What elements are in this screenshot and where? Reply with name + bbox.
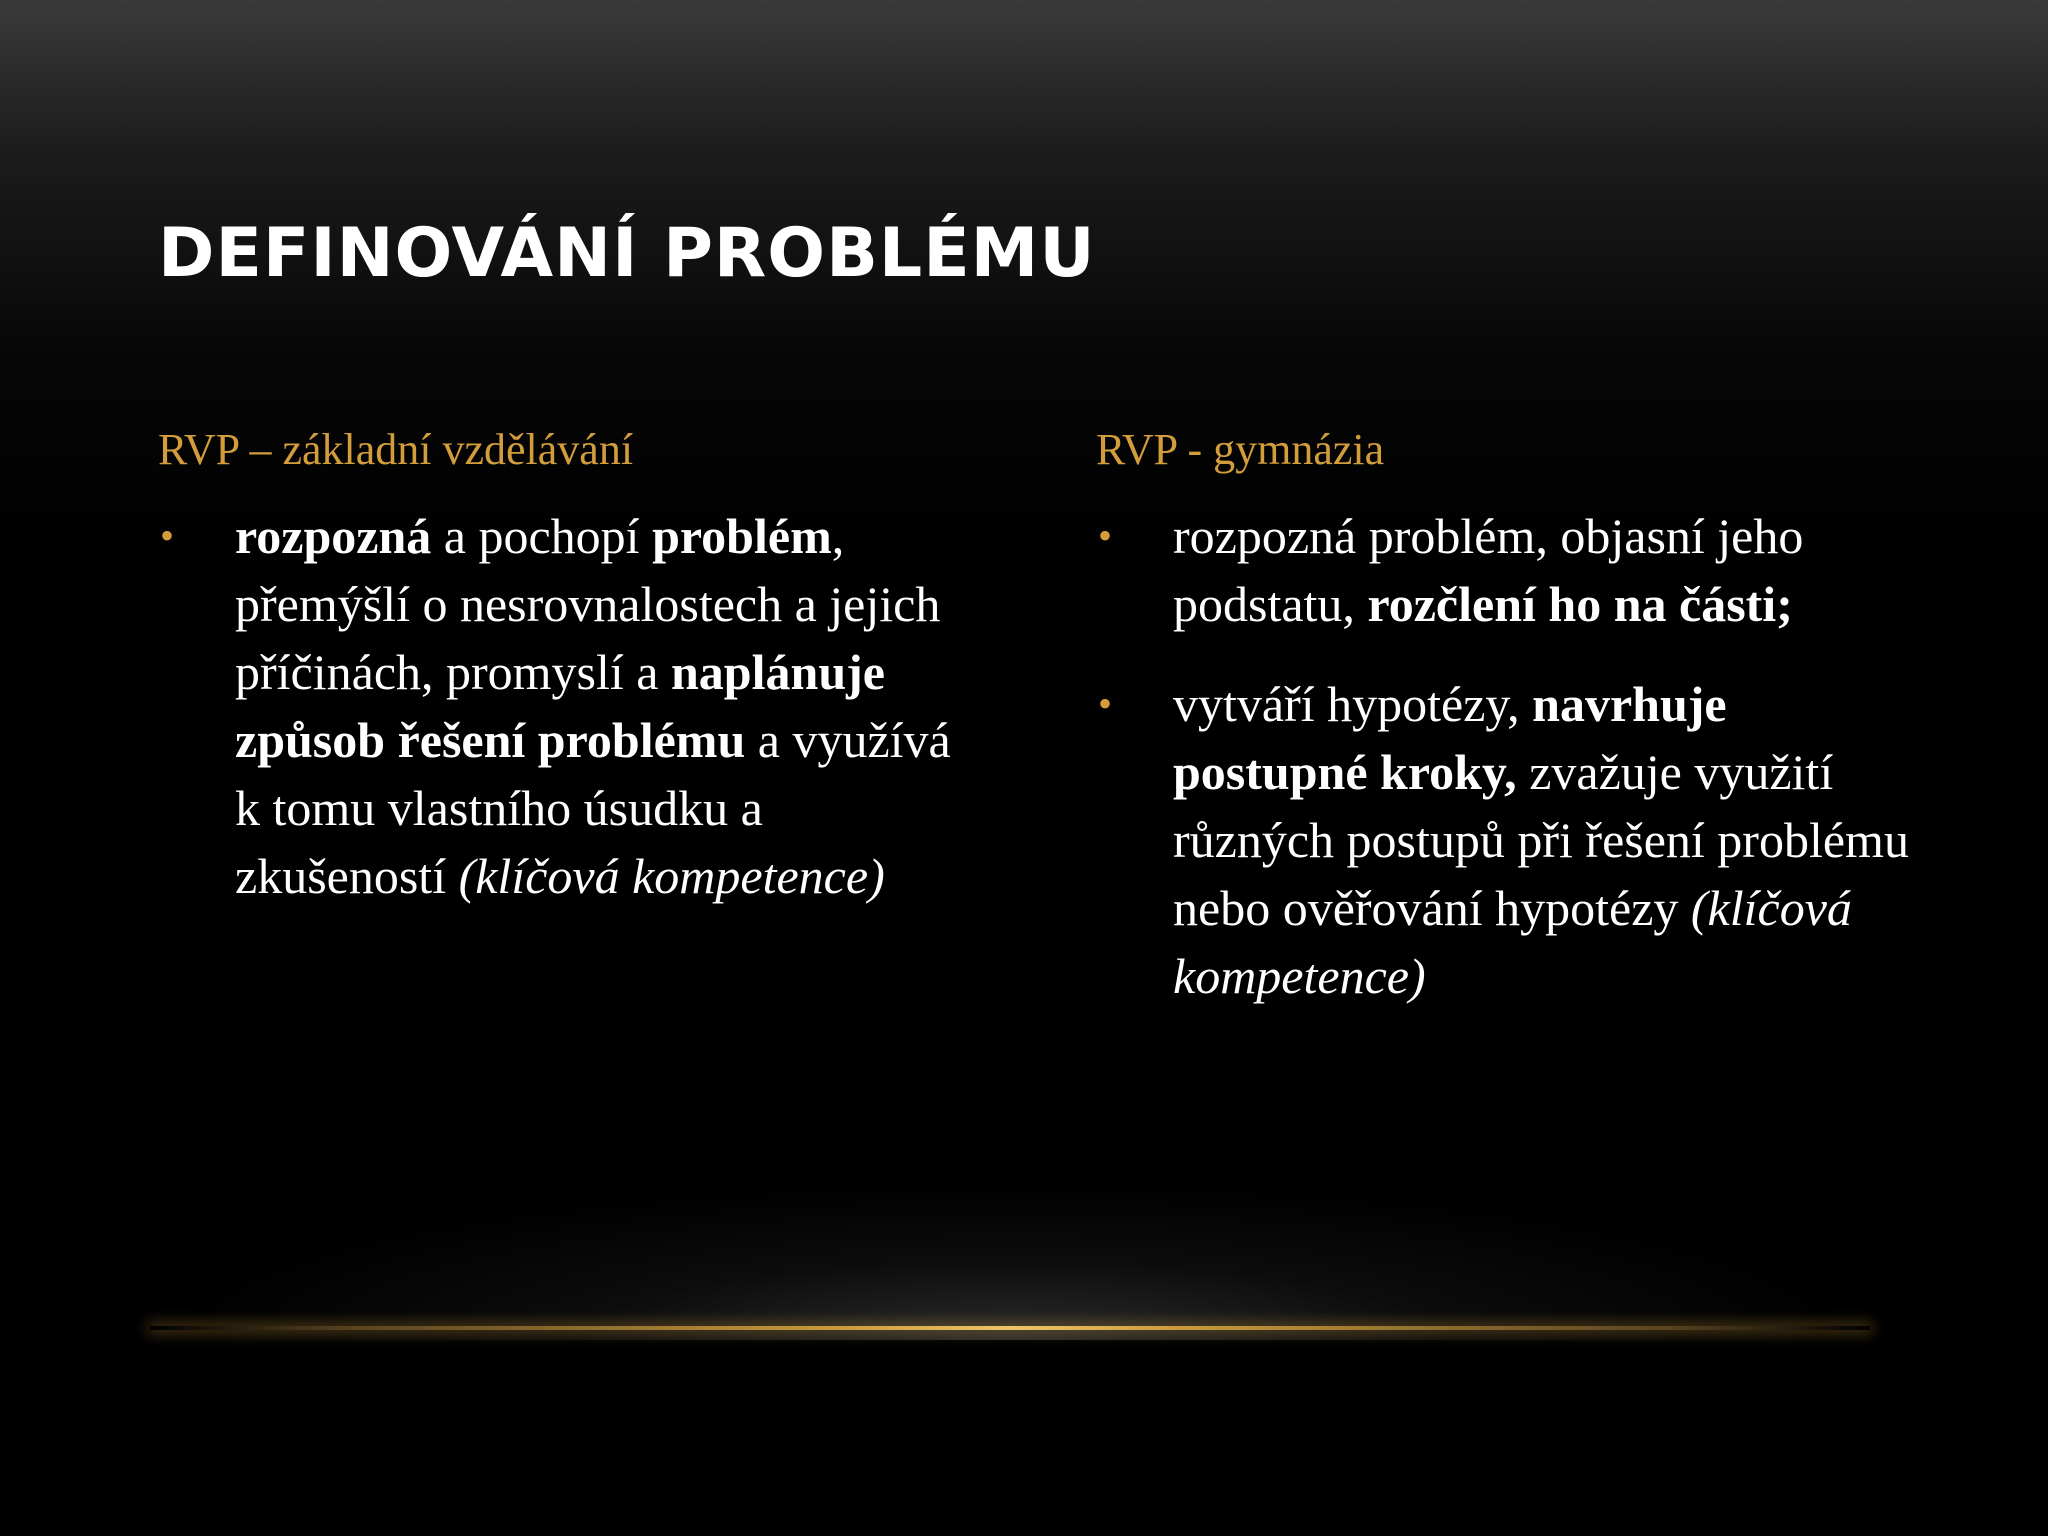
left-bullet-list bbox=[158, 502, 978, 910]
bullet-item bbox=[158, 502, 978, 910]
bullet-icon: • bbox=[1098, 513, 1113, 558]
gold-accent-line bbox=[150, 1326, 1870, 1330]
bullet-text-segment: (klíčová kompetence) bbox=[1173, 880, 1852, 1004]
right-column-heading: RVP - gymnázia bbox=[1096, 425, 1385, 474]
bullet-text-segment: naplánuje způsob řešení problému bbox=[235, 644, 885, 768]
bullet-text-segment: rozpozná problém, objasní jeho podstatu, bbox=[1173, 508, 1804, 632]
bullet-item bbox=[1096, 670, 1916, 1010]
bullet-text-segment: (klíčová kompetence) bbox=[458, 848, 885, 904]
bullet-text-segment: problém bbox=[652, 508, 832, 564]
bullet-text-segment: rozčlení ho na části; bbox=[1367, 576, 1793, 632]
bullet-text bbox=[1173, 676, 1909, 1004]
floor-glow-decoration bbox=[140, 1180, 1880, 1340]
bullet-text-segment: rozpozná bbox=[235, 508, 432, 564]
bullet-text-segment: vytváří hypotézy, bbox=[1173, 676, 1533, 732]
bullet-item bbox=[1096, 502, 1916, 638]
right-bullet-list bbox=[1096, 502, 1916, 1010]
bullet-icon: • bbox=[1098, 681, 1113, 726]
right-column bbox=[1096, 420, 1916, 1042]
bullet-text-segment: a pochopí bbox=[431, 508, 653, 564]
slide-title: DEFINOVÁNÍ PROBLÉMU bbox=[158, 214, 1096, 293]
bullet-text-segment: , přemýšlí o nesrovnalostech a jejich příčinách, promyslí a bbox=[235, 508, 941, 700]
left-column-heading: RVP – základní vzdělávání bbox=[158, 425, 634, 474]
bullet-text bbox=[1173, 508, 1803, 632]
bullet-icon: • bbox=[160, 513, 175, 558]
left-column bbox=[158, 420, 978, 942]
bullet-text-segment: navrhuje postupné kroky, bbox=[1173, 676, 1727, 800]
bullet-text-segment: zvažuje využití různých postupů při řešení problému nebo ověřování hypotézy bbox=[1173, 744, 1909, 936]
bullet-text-segment: a využívá k tomu vlastního úsudku a zkušeností bbox=[235, 712, 951, 904]
bullet-text bbox=[235, 508, 951, 904]
